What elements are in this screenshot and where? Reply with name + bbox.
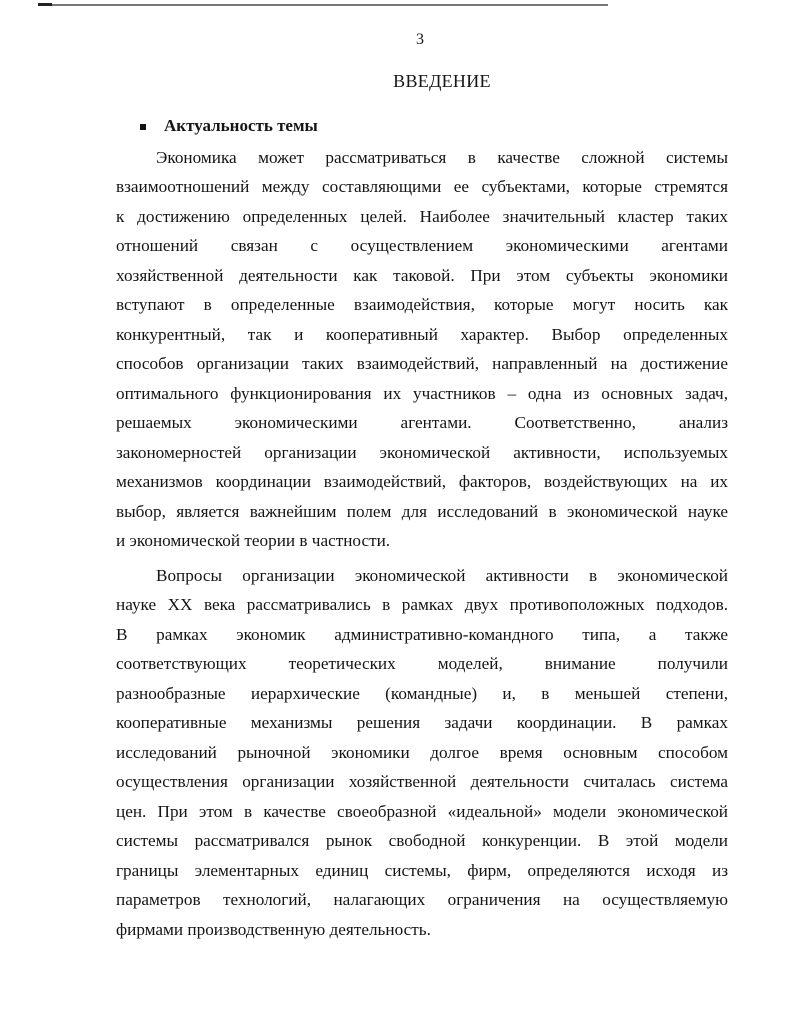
text-line: Экономика может рассматриваться в качестве сложной системы: [156, 148, 728, 167]
text-line: параметров технологий, налагающих ограничения на осуществляемую: [116, 890, 728, 909]
top-scan-rule-mark: [38, 3, 52, 6]
text-line: науке XX века рассматривались в рамках двух противоположных подходов.: [116, 595, 728, 614]
text-line: и экономической теории в частности.: [116, 531, 391, 550]
top-scan-rule: [38, 4, 608, 6]
text-line: механизмов координации взаимодействий, факторов, воздействующих на их: [116, 472, 728, 491]
text-line: разнообразные иерархические (командные) и, в меньшей степени,: [116, 684, 728, 703]
text-line: границы элементарных единиц системы, фирм, определяются исходя из: [116, 861, 728, 880]
text-line: решаемых экономическими агентами. Соответственно, анализ: [116, 413, 728, 432]
page-number: 3: [416, 31, 424, 48]
text-line: отношений связан с осуществлением экономическими агентами: [116, 236, 728, 255]
subsection-title: Актуальность темы: [164, 116, 318, 135]
text-line: вступают в определенные взаимодействия, которые могут носить как: [116, 295, 728, 314]
text-line: кооперативные механизмы решения задачи координации. В рамках: [116, 713, 728, 732]
square-bullet-icon: [140, 124, 146, 130]
text-line: системы рассматривался рынок свободной конкуренции. В этой модели: [116, 831, 728, 850]
text-line: исследований рыночной экономики долгое время основным способом: [116, 743, 728, 762]
text-line: В рамках экономик административно-командного типа, а также: [116, 625, 728, 644]
section-title: ВВЕДЕНИЕ: [393, 71, 491, 91]
text-line: цен. При этом в качестве своеобразной «идеальной» модели экономической: [116, 802, 728, 821]
text-line: конкурентный, так и кооперативный характер. Выбор определенных: [116, 325, 728, 344]
text-line: закономерностей организации экономической активности, используемых: [116, 443, 728, 462]
text-line: взаимоотношений между составляющими ее субъектами, которые стремятся: [116, 177, 728, 196]
text-line: способов организации таких взаимодействий, направленный на достижение: [116, 354, 728, 373]
text-line: соответствующих теоретических моделей, внимание получили: [116, 654, 728, 673]
text-line: фирмами производственную деятельность.: [116, 920, 431, 939]
text-line: осуществления организации хозяйственной деятельности считалась система: [116, 772, 728, 791]
text-line: Вопросы организации экономической активности в экономической: [156, 566, 728, 585]
text-line: выбор, является важнейшим полем для исследований в экономической науке: [116, 502, 728, 521]
text-line: хозяйственной деятельности как таковой. При этом субъекты экономики: [116, 266, 728, 285]
text-line: к достижению определенных целей. Наиболее значительный кластер таких: [116, 207, 728, 226]
subsection-heading: [140, 116, 318, 136]
text-line: оптимального функционирования их участников – одна из основных задач,: [116, 384, 728, 403]
